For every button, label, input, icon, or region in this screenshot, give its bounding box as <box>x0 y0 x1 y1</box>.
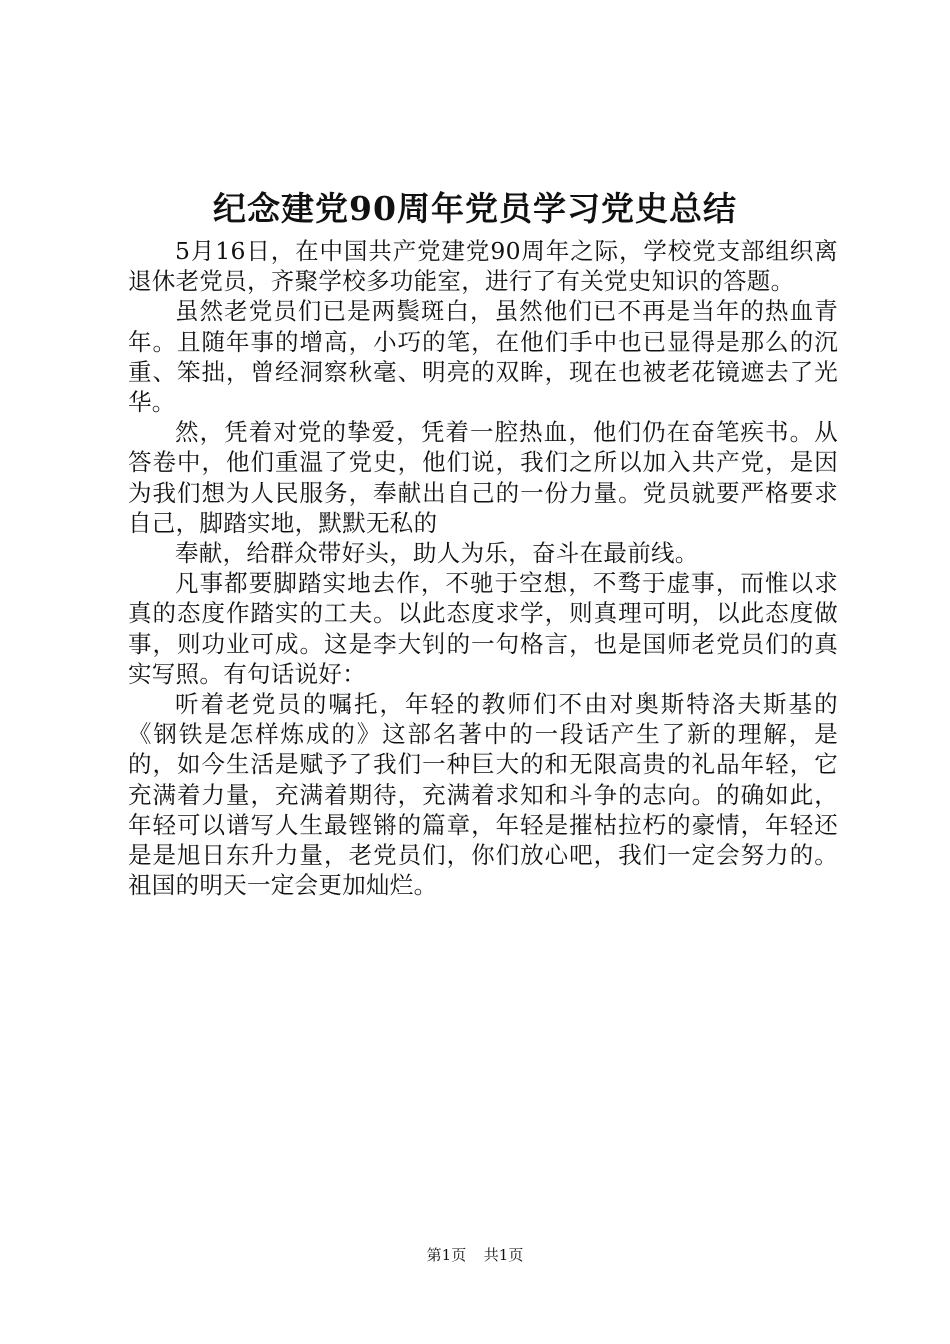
paragraph: 奉献，给群众带好头，助人为乐，奋斗在最前线。 <box>175 539 699 568</box>
paragraph: 听着老党员的嘱托，年轻的教师们不由对奥斯特洛夫斯基的《钢铁是怎样炼成的》这部名著中的一段话产生了新的理解，是的，如今生活是赋予了我们一种巨大的和无限高贵的礼品年轻，它充满着力量，充满着期待，充满着求知和斗争的志向。的确如此，年轻可以谱写人生最铿锵的篇章，年轻是摧枯拉朽的豪情，年轻还是是旭日东升力量，老党员们，你们放心吧，我们一定会努力的。祖国的明天一定会更加灿烂。 <box>128 690 838 900</box>
page-number-current: 第1页 <box>426 1246 467 1264</box>
paragraph: 然，凭着对党的挚爱，凭着一腔热血，他们仍在奋笔疾书。从答卷中，他们重温了党史，他们说，我们之所以加入共产党，是因为我们想为人民服务，奉献出自己的一份力量。党员就要严格要求自己，脚踏实地，默默无私的 <box>128 418 838 537</box>
document-title: 纪念建党90周年党员学习党史总结 <box>213 189 737 228</box>
paragraph: 虽然老党员们已是两鬓斑白，虽然他们已不再是当年的热血青年。且随年事的增高，小巧的笔，在他们手中也已显得是那么的沉重、笨拙，曾经洞察秋毫、明亮的双眸，现在也被老花镜遮去了光华。 <box>128 297 838 417</box>
document-body <box>128 236 838 900</box>
page-footer <box>0 1243 950 1267</box>
page-number-total: 共1页 <box>483 1246 524 1264</box>
paragraph: 5月16日，在中国共产党建党90周年之际，学校党支部组织离退休老党员，齐聚学校多功能室，进行了有关党史知识的答题。 <box>128 237 838 296</box>
paragraph: 凡事都要脚踏实地去作，不驰于空想，不骛于虚事，而惟以求真的态度作踏实的工夫。以此态度求学，则真理可明，以此态度做事，则功业可成。这是李大钊的一句格言，也是国师老党员们的真实写照。有句话说好： <box>128 569 838 688</box>
